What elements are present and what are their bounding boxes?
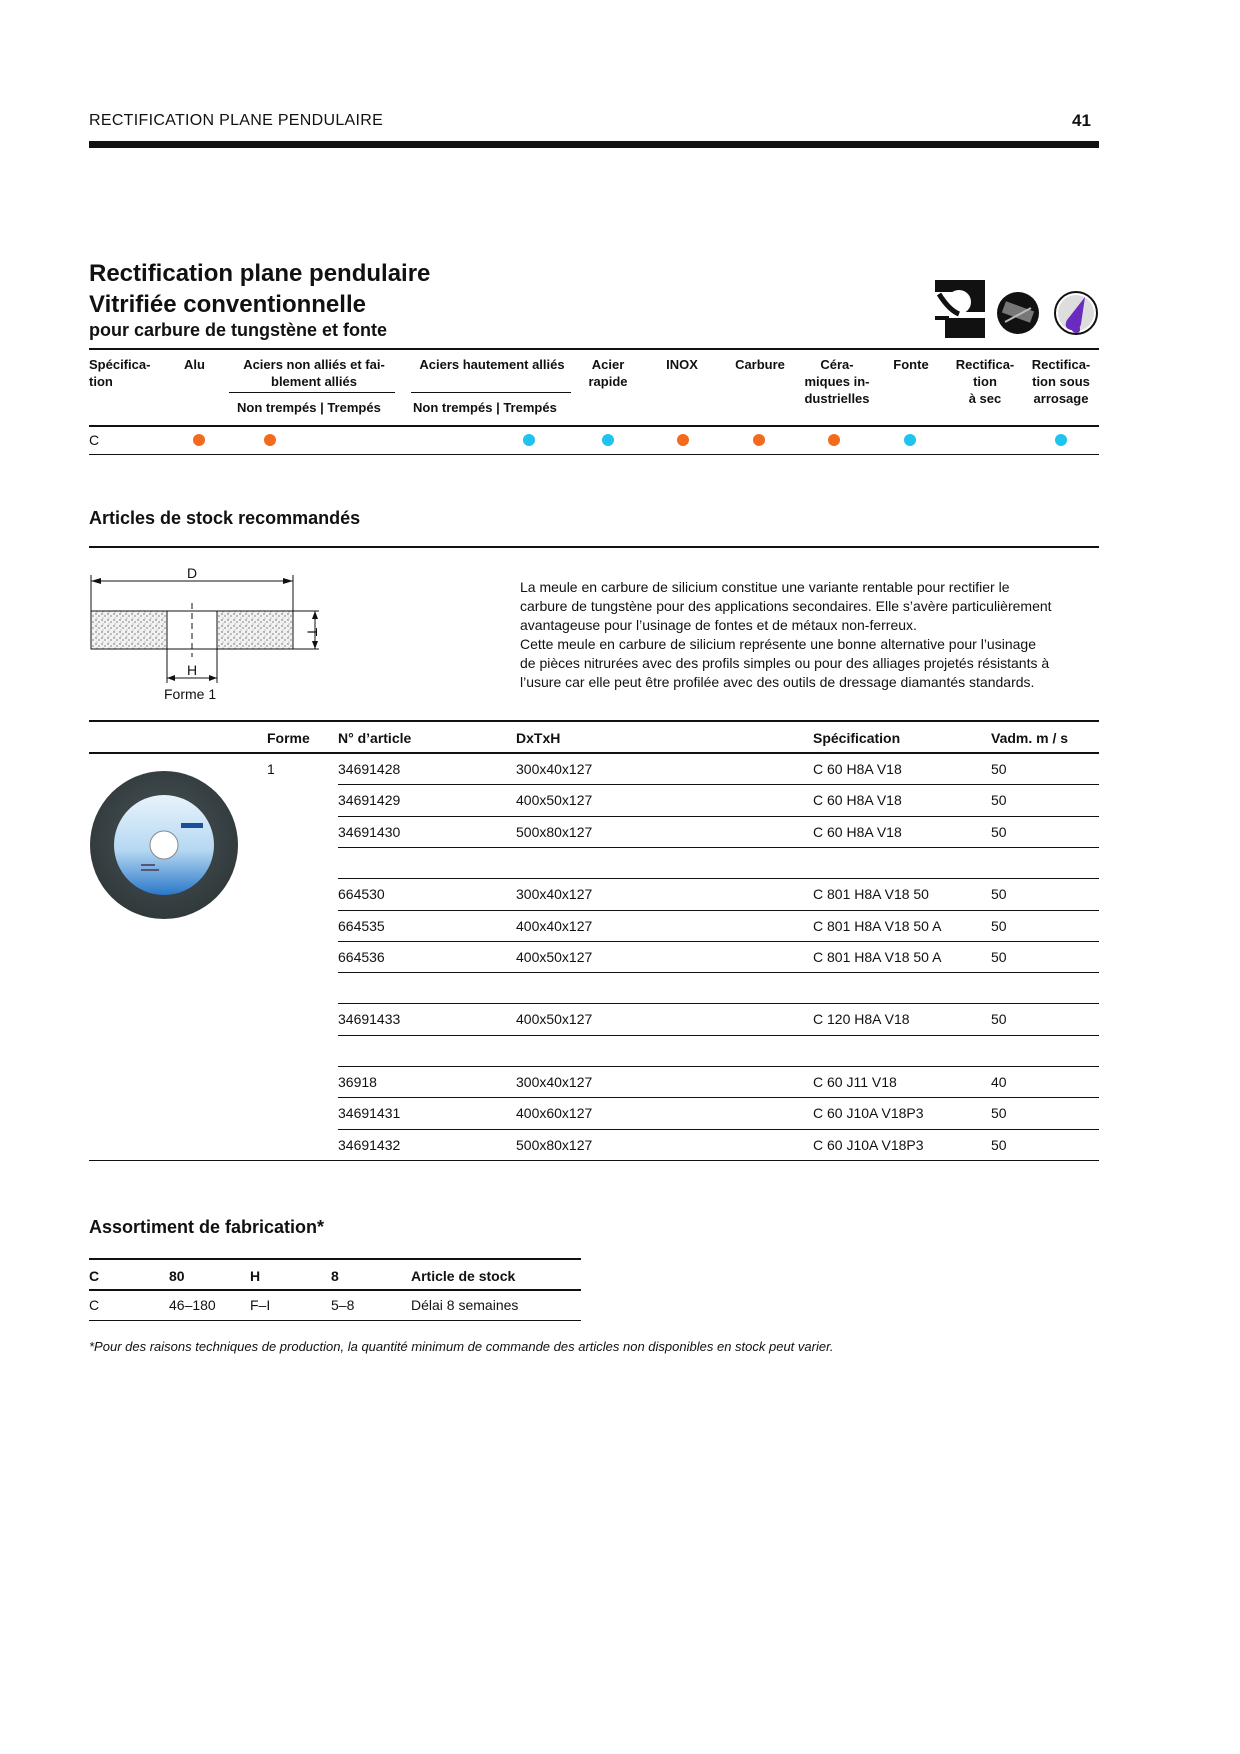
cell-v: 50 — [991, 1011, 1007, 1028]
cell-dim: 500x80x127 — [516, 1136, 593, 1153]
col-spec: Spécification — [813, 730, 901, 746]
cell-article: 664530 — [338, 886, 385, 903]
spec-top-rule — [89, 348, 1099, 350]
cell-dim: 400x60x127 — [516, 1105, 593, 1122]
table-row — [89, 1129, 1099, 1160]
cell-spec: C 60 H8A V18 — [813, 823, 902, 840]
sub-rule-1 — [229, 392, 395, 393]
diagram-caption: Forme 1 — [164, 686, 217, 702]
cell-forme: 1 — [267, 761, 275, 777]
col-article: N° d’article — [338, 730, 412, 746]
table-row — [89, 1066, 1099, 1097]
col-speed: Vadm. m / s — [991, 730, 1069, 746]
cell-article: 34691428 — [338, 761, 401, 777]
assort-val-2: 46–180 — [169, 1297, 216, 1313]
col-dry-grinding: Rectifica- tion à sec — [955, 357, 1015, 406]
assort-bottom-rule — [89, 1320, 581, 1321]
col-cast-iron: Fonte — [893, 357, 929, 372]
title-line-2: Vitrifiée conventionnelle — [89, 291, 366, 318]
cell-spec: C 120 H8A V18 — [813, 1011, 910, 1028]
assort-col-4: 8 — [331, 1268, 339, 1284]
header-rule — [89, 141, 1099, 148]
cell-article: 34691431 — [338, 1105, 401, 1122]
row-spec-c: C — [89, 432, 100, 448]
running-header: RECTIFICATION PLANE PENDULAIRE — [89, 112, 384, 129]
dim-d-label: D — [187, 565, 198, 581]
cell-dim: 400x50x127 — [516, 1011, 593, 1028]
spec-mid-rule — [89, 425, 1099, 427]
assort-val-1: C — [89, 1297, 100, 1313]
cell-dim: 500x80x127 — [516, 823, 593, 840]
col-hss: Acier rapide — [588, 357, 628, 389]
cell-article: 664536 — [338, 948, 385, 965]
application-icons — [935, 280, 1100, 340]
cell-spec: C 801 H8A V18 50 A — [813, 917, 942, 934]
sub-header-high-alloyed: Non trempés | Trempés — [413, 400, 557, 415]
dot-alu — [193, 434, 205, 446]
cell-spec: C 60 J10A V18P3 — [813, 1105, 924, 1122]
col-wet-grinding: Rectifica- tion sous arrosage — [1031, 357, 1091, 406]
col-forme: Forme — [267, 730, 310, 746]
dot-hss — [602, 434, 614, 446]
assort-val-5: Délai 8 semaines — [411, 1297, 519, 1313]
table-row — [89, 878, 1099, 909]
assort-col-3: H — [250, 1268, 261, 1284]
assort-col-5: Article de stock — [411, 1268, 516, 1284]
cell-v: 50 — [991, 886, 1007, 903]
cell-spec: C 60 J10A V18P3 — [813, 1136, 924, 1153]
col-non-alloyed-steel: Aciers non alliés et fai- blement alliés — [243, 357, 385, 389]
table-row — [89, 816, 1099, 847]
cell-dim: 300x40x127 — [516, 886, 593, 903]
section-title-assortment: Assortiment de fabrication* — [89, 1217, 325, 1237]
cell-v: 40 — [991, 1074, 1007, 1090]
cell-dim: 300x40x127 — [516, 1074, 593, 1090]
wheel-diagram — [89, 565, 329, 705]
application-table — [89, 348, 1099, 456]
col-alu: Alu — [184, 357, 205, 372]
table-row — [89, 1097, 1099, 1128]
dry-grinding-icon — [997, 292, 1039, 334]
coolant-grinding-icon — [1055, 292, 1097, 334]
page-subtitle: pour carbure de tungstène et fonte — [89, 320, 388, 340]
cell-spec: C 60 H8A V18 — [813, 792, 902, 809]
table-row — [89, 972, 1099, 1003]
cell-dim: 400x50x127 — [516, 792, 593, 809]
cell-v: 50 — [991, 1105, 1007, 1122]
dot-non-alloyed — [264, 434, 276, 446]
cell-article: 34691429 — [338, 792, 401, 809]
sub-rule-2 — [411, 392, 571, 393]
product-description: La meule en carbure de silicium constitue une variante rentable pour rectifier le carbure de tungstène pour des applications secondaires. Elle s’avère particulièrement avantageuse pour l’usinage de fontes et de métaux non-ferreux. Cette meule en carbure de silicium représente une bonne alternative pour l’usinage de pièces nitrurées avec des profils simples ou pour des alliages projetés résistants à l’usure car elle peut être profilée avec des outils de dressage diamantés standards. — [520, 579, 1052, 690]
section-title-stock: Articles de stock recommandés — [89, 508, 361, 528]
spec-bottom-rule — [89, 454, 1099, 455]
cell-v: 50 — [991, 823, 1007, 840]
table-row — [89, 1003, 1099, 1034]
table-row — [89, 784, 1099, 815]
cell-v: 50 — [991, 792, 1007, 809]
dot-high-alloyed — [523, 434, 535, 446]
cell-dim: 400x40x127 — [516, 917, 593, 934]
cell-dim: 400x50x127 — [516, 948, 593, 965]
table-row — [89, 941, 1099, 972]
cell-spec: C 60 J11 V18 — [813, 1074, 897, 1090]
cell-v: 50 — [991, 761, 1007, 777]
cell-article: 34691430 — [338, 823, 401, 840]
cell-article: 34691433 — [338, 1011, 401, 1028]
dot-inox — [677, 434, 689, 446]
cell-v: 50 — [991, 1136, 1007, 1153]
page-title — [89, 258, 430, 320]
col-carbide: Carbure — [735, 357, 785, 372]
cell-dim: 300x40x127 — [516, 761, 593, 777]
title-line-1: Rectification plane pendulaire — [89, 260, 431, 287]
assort-header-row — [89, 1258, 581, 1289]
cell-spec: C 60 H8A V18 — [813, 761, 902, 777]
footnote: *Pour des raisons techniques de production, la quantité minimum de commande des articles non disponibles en stock peut varier. — [89, 1339, 834, 1354]
dot-ceramics — [828, 434, 840, 446]
dot-cast-iron — [904, 434, 916, 446]
col-dimensions: DxTxH — [516, 730, 561, 746]
assort-col-1: C — [89, 1268, 100, 1284]
col-high-alloyed-steel: Aciers hautement alliés — [419, 357, 565, 372]
cell-article: 36918 — [338, 1074, 377, 1090]
col-ceramics: Céra- miques in- dustrielles — [804, 357, 870, 406]
sub-header-non-alloyed: Non trempés | Trempés — [237, 400, 381, 415]
cell-v: 50 — [991, 917, 1007, 934]
cell-spec: C 801 H8A V18 50 A — [813, 948, 942, 965]
table-row — [89, 847, 1099, 878]
page-number: 41 — [1072, 111, 1091, 130]
dim-t-label: T — [304, 627, 321, 637]
table-row — [89, 1035, 1099, 1066]
row-rule — [89, 1160, 1099, 1161]
cell-spec: C 801 H8A V18 50 — [813, 886, 929, 903]
dot-carbide — [753, 434, 765, 446]
col-inox: INOX — [666, 357, 698, 372]
cell-v: 50 — [991, 948, 1007, 965]
cell-article: 664535 — [338, 917, 385, 934]
table-row — [89, 910, 1099, 941]
table-row — [89, 753, 1099, 784]
dim-h-label: H — [187, 662, 198, 678]
assort-data-row — [89, 1289, 581, 1320]
dot-wet-grinding — [1055, 434, 1067, 446]
stock-rule — [89, 546, 1099, 548]
assort-col-2: 80 — [169, 1268, 185, 1284]
grinding-wheel-icon — [935, 280, 985, 338]
table-header-row — [89, 720, 1099, 751]
assort-val-3: F–I — [250, 1297, 271, 1313]
assort-val-4: 5–8 — [331, 1297, 355, 1313]
col-specification: Spécifica- tion — [89, 357, 151, 389]
cell-article: 34691432 — [338, 1136, 401, 1153]
